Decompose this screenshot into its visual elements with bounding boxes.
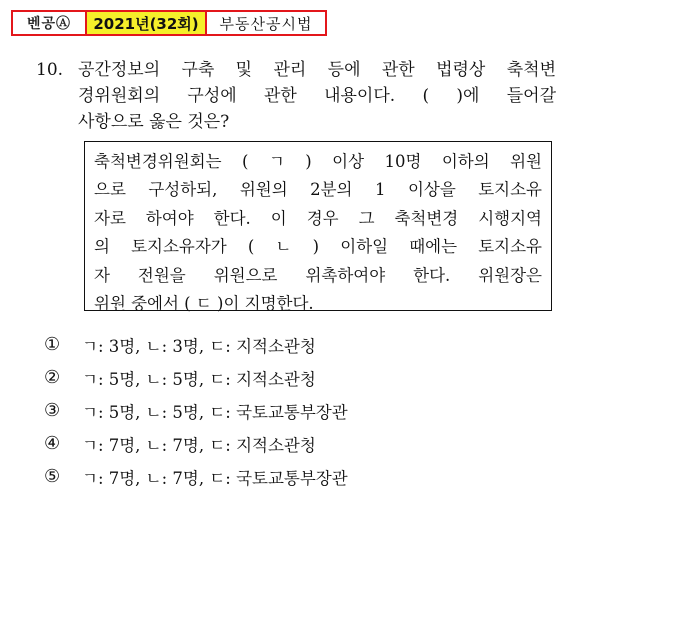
exam-header [11,10,327,36]
option-number: ④ [44,433,61,454]
question-line: 사항으로 옳은 것은? [78,112,230,132]
answer-option-4[interactable] [44,427,348,460]
passage-box [84,141,552,314]
answer-option-2[interactable] [44,361,348,394]
question-text [78,57,556,135]
question-line: 공간정보의 구축 및 관리 등에 관한 법령상 축척변 [78,60,556,80]
option-text: ㄱ: 5명, ㄴ: 5명, ㄷ: 지적소관청 [82,369,316,389]
passage-line: 축척변경위원회는 ( ㄱ ) 이상 10명 이하의 위원 [94,152,542,171]
passage-line: 으로 구성하되, 위원의 2분의 1 이상을 토지소유 [94,180,542,200]
passage-line: 자 전원을 위원으로 위촉하여야 한다. 위원장은 [94,265,542,285]
question-line: 경위원회의 구성에 관한 내용이다. ( )에 들어갈 [78,86,556,106]
question-number: 10. [36,60,64,80]
question-block [36,57,556,135]
passage-line: 의 토지소유자가 ( ㄴ ) 이하일 때에는 토지소유 [94,237,542,257]
answer-options [44,328,348,493]
exam-series-label: 벤공Ⓐ [13,12,87,34]
option-text: ㄱ: 7명, ㄴ: 7명, ㄷ: 지적소관청 [82,435,316,455]
option-number: ① [44,334,61,355]
option-text: ㄱ: 7명, ㄴ: 7명, ㄷ: 국토교통부장관 [82,468,348,488]
exam-subject-label: 부동산공시법 [219,14,313,33]
passage-line: 자로 하여야 한다. 이 경우 그 축척변경 시행지역 [94,208,542,228]
option-number: ⑤ [44,466,61,487]
exam-year-label: 2021년(32회) [87,12,207,34]
answer-option-1[interactable] [44,328,348,361]
option-text: ㄱ: 5명, ㄴ: 5명, ㄷ: 국토교통부장관 [82,402,348,422]
option-number: ③ [44,400,61,421]
option-text: ㄱ: 3명, ㄴ: 3명, ㄷ: 지적소관청 [82,336,316,356]
answer-option-3[interactable] [44,394,348,427]
answer-option-5[interactable] [44,460,348,493]
option-number: ② [44,367,61,388]
passage-line: 위원 중에서 ( ㄷ )이 지명한다. [94,294,314,314]
